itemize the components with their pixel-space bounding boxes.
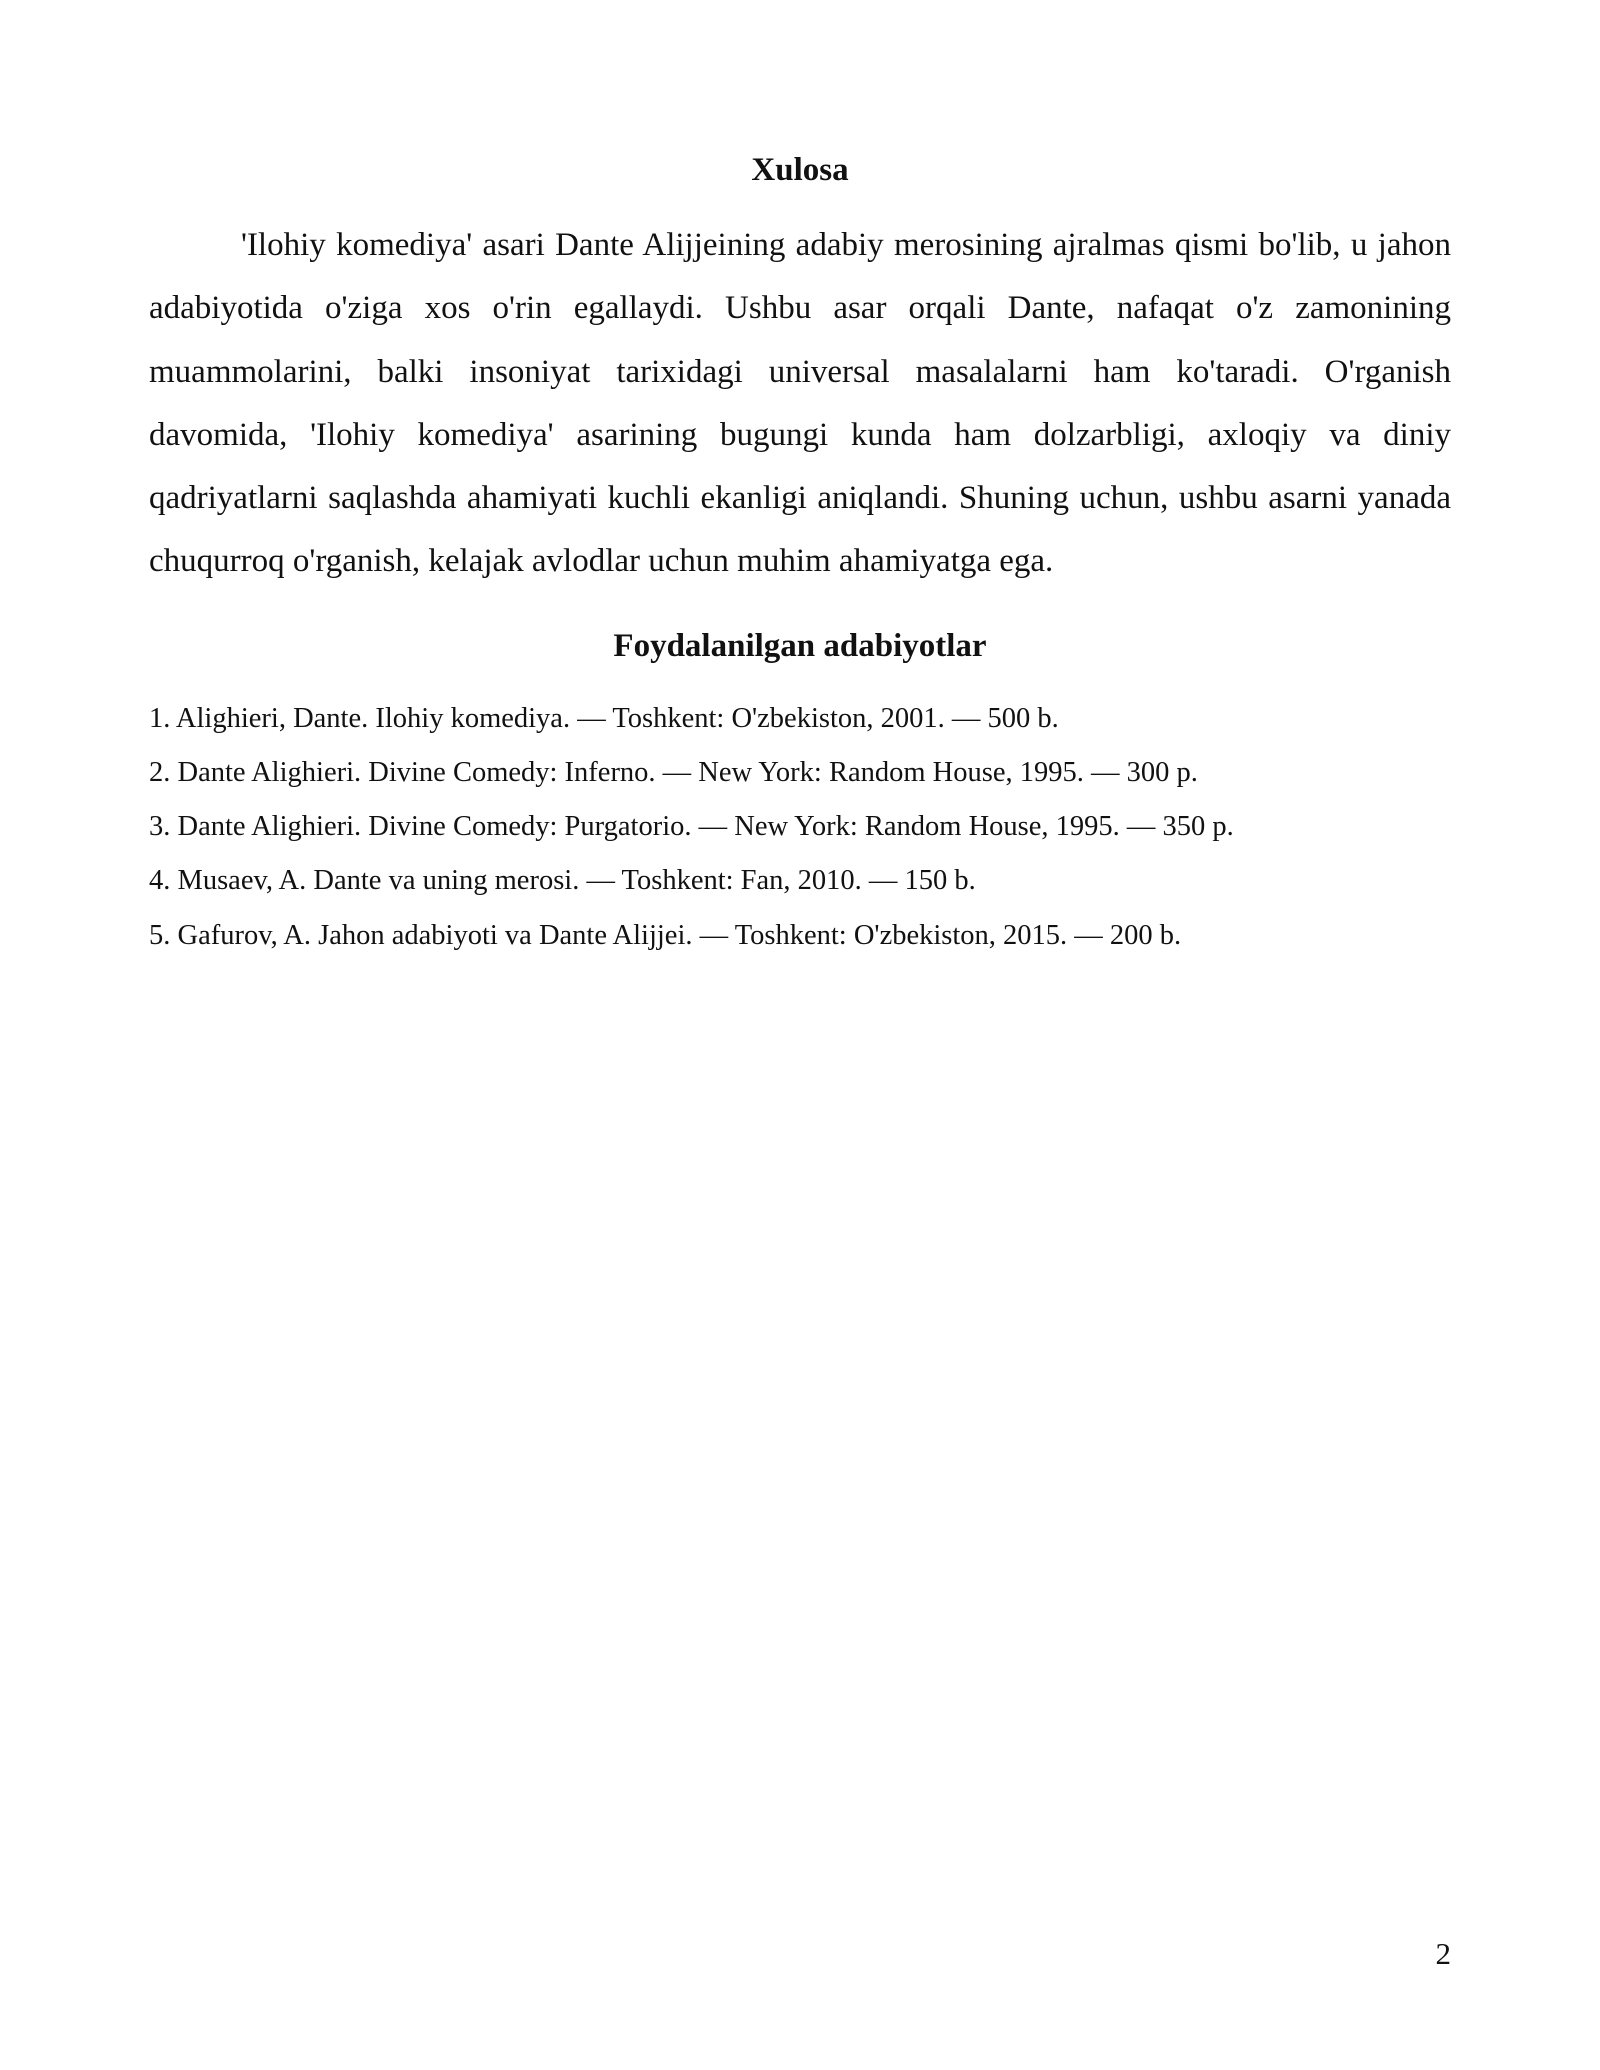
- conclusion-paragraph: 'Ilohiy komediya' asari Dante Alijjeining adabiy merosining ajralmas qismi bo'lib, u jahon adabiyotida o'ziga xos o'rin egallaydi. Ushbu asar orqali Dante, nafaqat o'z zamonining muammolarini, balki insoniyat tarixidagi universal masalalarni ham ko'taradi. O'rganish davomida, 'Ilohiy komediya' asarining bugungi kunda ham dolzarbligi, axloqiy va diniy qadriyatlarni saqlashda ahamiyati kuchli ekanligi aniqlandi. Shuning uchun, ushbu asarni yanada chuqurroq o'rganish, kelajak avlodlar uchun muhim ahamiyatga ega.: [149, 227, 1451, 580]
- references-heading: Foydalanilgan adabiyotlar: [613, 627, 987, 664]
- page-number: 2: [1435, 1936, 1451, 1971]
- reference-item: 5. Gafurov, A. Jahon adabiyoti va Dante Alijjei. — Toshkent: O'zbekiston, 2015. — 200 b.: [149, 919, 1182, 951]
- conclusion-heading: Xulosa: [751, 152, 849, 188]
- reference-item: 4. Musaev, A. Dante va uning merosi. — Toshkent: Fan, 2010. — 150 b.: [149, 865, 976, 897]
- reference-item: 2. Dante Alighieri. Divine Comedy: Inferno. — New York: Random House, 1995. — 300 p.: [149, 756, 1198, 788]
- page-content: [149, 148, 1451, 963]
- reference-item: 1. Alighieri, Dante. Ilohiy komediya. — Toshkent: O'zbekiston, 2001. — 500 b.: [149, 702, 1059, 734]
- references-list: [149, 692, 1451, 963]
- reference-item: 3. Dante Alighieri. Divine Comedy: Purgatorio. — New York: Random House, 1995. — 350 p.: [149, 811, 1234, 843]
